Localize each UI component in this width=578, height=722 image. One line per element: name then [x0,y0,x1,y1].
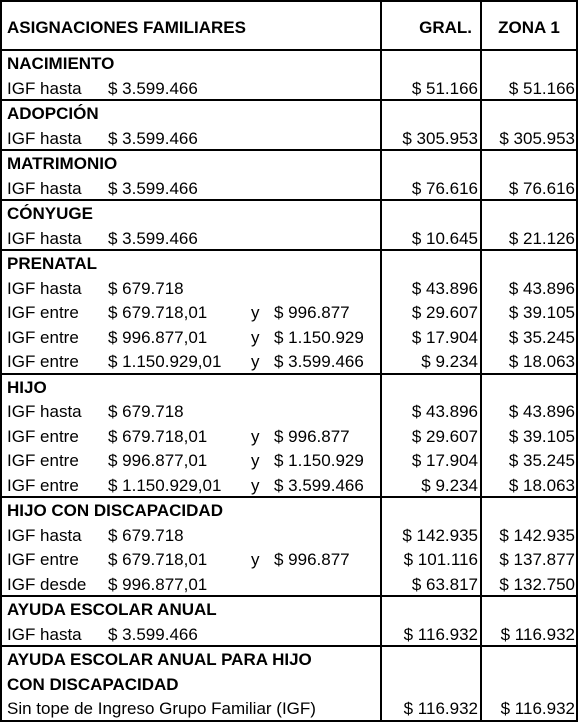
amount-zona: $ 305.953 [499,128,575,148]
igf-from-value: $ 996.877,01 [108,451,208,470]
amount-gral: $ 10.645 [411,228,478,248]
range-connector: y [251,303,260,322]
row-label: IGF hasta [7,402,82,421]
section-title: CÓNYUGE [7,204,93,223]
amount-gral: $ 305.953 [402,128,478,148]
igf-to-value: $ 996.877 [274,426,350,446]
range-connector: y [251,451,260,470]
amount-zona: $ 39.105 [508,303,575,322]
row-label: Sin tope de Ingreso Grupo Familiar (IGF) [7,699,316,718]
row-label: IGF hasta [7,178,82,198]
range-connector: y [251,426,260,446]
row-label: IGF entre [7,426,79,446]
amount-gral: $ 9.234 [421,475,478,495]
section-divider [2,373,576,375]
amount-gral: $ 116.932 [403,624,478,644]
amount-gral: $ 142.935 [402,525,478,545]
column-header-zona: ZONA 1 [498,18,560,37]
row-label: IGF entre [7,303,79,322]
amount-gral: $ 17.904 [411,451,478,470]
amount-gral: $ 51.166 [411,78,478,98]
igf-from-value: $ 679.718 [108,402,184,421]
amount-zona: $ 142.935 [499,525,575,545]
igf-to-value: $ 996.877 [274,303,350,322]
range-connector: y [251,550,260,569]
section-title: MATRIMONIO [7,154,118,173]
section-divider [2,149,576,151]
igf-from-value: $ 679.718 [108,278,184,298]
igf-from-value: $ 679.718 [108,525,184,545]
section-divider [2,645,576,647]
row-label: IGF hasta [7,128,82,148]
igf-from-value: $ 3.599.466 [108,178,198,198]
range-connector: y [251,352,260,371]
row-label: IGF hasta [7,624,82,644]
amount-zona: $ 76.616 [508,178,575,198]
igf-to-value: $ 1.150.929 [274,327,364,347]
amount-gral: $ 101.116 [403,550,478,569]
section-title: HIJO [7,377,47,397]
amount-zona: $ 39.105 [508,426,575,446]
amount-zona: $ 116.932 [500,699,575,718]
amount-gral: $ 116.932 [403,699,478,718]
amount-zona: $ 132.750 [499,574,575,594]
amount-zona: $ 116.932 [500,624,575,644]
igf-from-value: $ 3.599.466 [108,78,198,98]
amount-zona: $ 35.245 [508,451,575,470]
section-title: NACIMIENTO [7,54,115,73]
section-divider [2,496,576,498]
table-header [2,2,576,51]
section-divider [2,249,576,251]
section-title: AYUDA ESCOLAR ANUAL [7,600,217,619]
section-title: PRENATAL [7,254,98,273]
igf-from-value: $ 3.599.466 [108,228,198,248]
amount-gral: $ 76.616 [411,178,478,198]
igf-from-value: $ 679.718,01 [108,550,208,569]
amount-gral: $ 17.904 [411,327,478,347]
row-label: IGF entre [7,327,79,347]
amount-gral: $ 63.817 [411,574,478,594]
igf-from-value: $ 679.718,01 [108,426,208,446]
igf-to-value: $ 3.599.466 [274,475,364,495]
amount-zona: $ 35.245 [508,327,575,347]
row-label: IGF entre [7,475,79,495]
section-title: ADOPCIÓN [7,104,99,123]
range-connector: y [251,327,260,347]
row-label: IGF desde [7,574,87,594]
igf-from-value: $ 679.718,01 [108,303,208,322]
amount-gral: $ 9.234 [421,352,478,371]
amount-zona: $ 43.896 [508,402,575,421]
amount-gral: $ 43.896 [411,278,478,298]
table-title: ASIGNACIONES FAMILIARES [7,18,246,37]
row-label: IGF hasta [7,78,82,98]
amount-zona: $ 18.063 [508,475,575,495]
igf-from-value: $ 996.877,01 [108,574,208,594]
igf-from-value: $ 1.150.929,01 [108,475,222,495]
amount-zona: $ 18.063 [508,352,575,371]
row-label: IGF entre [7,352,79,371]
igf-to-value: $ 996.877 [274,550,350,569]
section-title: CON DISCAPACIDAD [7,674,179,694]
row-label: IGF entre [7,550,79,569]
row-label: IGF hasta [7,278,82,298]
section-title: AYUDA ESCOLAR ANUAL PARA HIJO [7,650,312,669]
igf-to-value: $ 3.599.466 [274,352,364,371]
amount-gral: $ 43.896 [411,402,478,421]
igf-to-value: $ 1.150.929 [274,451,364,470]
section-title: HIJO CON DISCAPACIDAD [7,501,223,520]
amount-gral: $ 29.607 [411,426,478,446]
amount-zona: $ 137.877 [499,550,575,569]
amount-zona: $ 51.166 [508,78,575,98]
igf-from-value: $ 3.599.466 [108,624,198,644]
column-header-gral-label: GRAL. [419,18,472,37]
igf-from-value: $ 996.877,01 [108,327,208,347]
igf-from-value: $ 1.150.929,01 [108,352,222,371]
row-label: IGF hasta [7,525,82,545]
range-connector: y [251,475,260,495]
row-label: IGF entre [7,451,79,470]
section-divider [2,99,576,101]
section-divider [2,199,576,201]
row-label: IGF hasta [7,228,82,248]
section-divider [2,595,576,597]
igf-from-value: $ 3.599.466 [108,128,198,148]
amount-zona: $ 43.896 [508,278,575,298]
column-header-gral [382,18,478,38]
amount-gral: $ 29.607 [411,303,478,322]
amount-zona: $ 21.126 [508,228,575,248]
